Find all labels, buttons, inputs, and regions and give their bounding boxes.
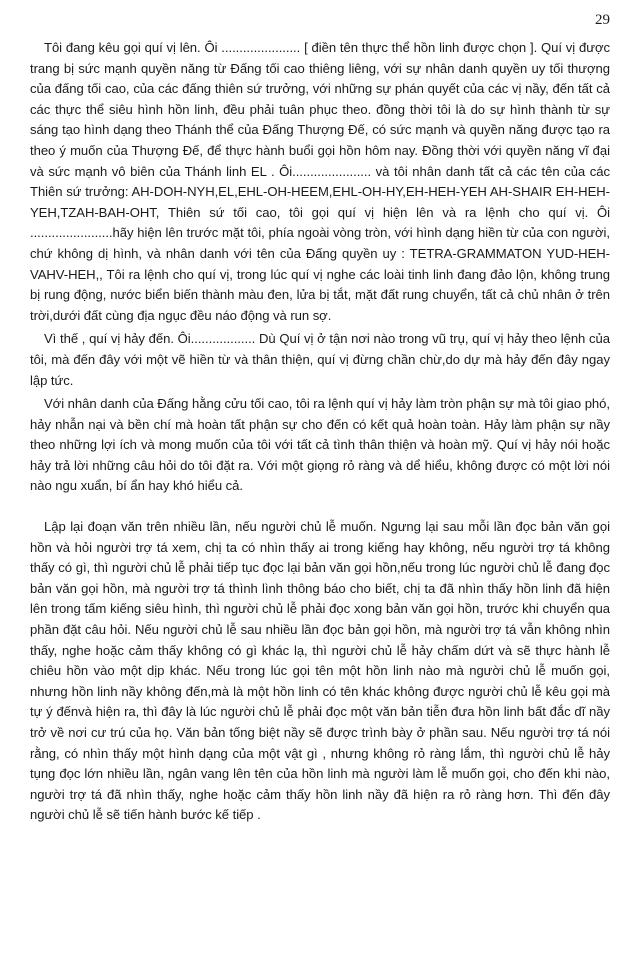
paragraph-command: Với nhân danh của Đấng hằng cửu tối cao, tôi ra lệnh quí vị hảy làm tròn phận sự mà tôi giao phó, hảy nhẫn nại và bền chí mà hoàn tất phận sự cho đến có kết quả hoàn toàn. Hảy làm phận sự nầy theo những lợi ích và mong muốn của tôi với tất cả tình thân thiện và hoàn mỹ. Quí vị hảy nói hoặc hảy trả lời những câu hỏi do tôi đặt ra. Với một giọng rỏ ràng và dể hiểu, không được có một lời nói nào ngu xuẩn, bí ẩn hay khó hiểu cả. [30,396,610,494]
paragraph-instructions: Lập lại đoạn văn trên nhiều lần, nếu người chủ lễ muốn. Ngưng lại sau mỗi lần đọc bản văn gọi hồn và hỏi người trợ tá xem, chị ta có nhìn thấy ai trong kiếng hay không, nếu người trợ tá không thấy có gì, thì người chủ lễ phải tiếp tục đọc lại bản văn gọi hồn,nếu trong lúc người chủ lễ đang đọc bản văn gọi hồn, mà người trợ tá thình lình thông báo cho biết, chị ta đã nhìn thấy hồn linh đã hiện lên trong tấm kiếng siêu hình, thì người chủ lễ phải đọc xong bản văn gọi hồn, trước khi chuyển qua phần đặt câu hỏi. Nếu người chủ lễ sau nhiều lần đọc bản gọi hồn, mà người trợ tá vẫn không nhìn thấy, nghe hoặc cảm thấy không có gì khác lạ, thì người chủ lễ hảy chấm dứt và sẽ thực hành lễ chiêu hồn vào một dịp khác. Nếu trong lúc gọi tên một hồn linh nào mà người chủ lễ muốn gọi, nhưng hồn linh nầy không đến,mà là một hồn linh có tên khác không được người chủ lễ kêu gọi mà tự ý đếnvà hiện ra, thì đây là lúc người chủ lễ phải đọc một văn bản tiễn đưa hồn linh bất đắc dĩ nầy trở về nơi cư trú của họ. Văn bản tống biệt nầy sẽ được trình bày ở phần sau. Nếu người trợ tá nói rằng, có nhìn thấy một hình dạng của một vật gì , nhưng không rỏ ràng lắm, thì người chủ lễ hảy tụng đọc lớn nhiều lần, ngân vang lên tên của hồn linh mà người làm lễ muốn gọi, cho đến khi nào, người trợ tá đã nhìn thấy, nghe hoặc cảm thấy hồn linh nầy đã hiện ra rỏ ràng hơn. Thì đến đây người chủ lễ sẽ tiến hành bước kế tiếp . [30,519,610,823]
page-number: 29 [595,12,610,28]
section-gap [30,497,610,517]
paragraph-invocation: Tôi đang kêu gọi quí vị lên. Ôi ...................... [ điền tên thực thể hồn linh được chọn ]. Quí vị được trang bị sức mạnh quyền năng từ Đấng tối cao thiêng liêng, với sự nhân danh quyền uy tối thượng của đấng tối cao, của các đấng thiên sứ trưởng, với những sự phán quyết của các vị nầy, đến tất cả các thực thể siêu hình hồn linh, đều phải tuân phục theo. đồng thời tôi là do sự hình thành từ sự sáng tạo hình dạng theo Thánh thể của Đấng Thượng Đế, có sức mạnh và quyền năng được tạo ra theo ý muốn của Thượng Đế, để thực hành buổi gọi hồn hôm nay. Đồng thời với quyền năng vĩ đại và sức mạnh vô biên của Thánh linh EL . Ôi...................... và tôi nhân danh tất cả các tên của các Thiên sứ trưởng: AH-DOH-NYH,EL,EHL-OH-HEEM,EHL-OH-HY,EH-HEH-YEH AH-SHAIR EH-HEH-YEH,TZAH-BAH-OHT, Thiên sứ tối cao, tôi gọi quí vị hiện lên và ra lệnh cho quí vị. Ôi .......................hãy hiện lên trước mặt tôi, phía ngoài vòng tròn, với hình dạng hiền từ của con người, chứ không dị hình, và nhân danh với tên của Đấng quyền uy : TETRA-GRAMMATON YUD-HEH-VAHV-HEH,, Tôi ra lệnh cho quí vị, trong lúc quí vị nghe các loài tinh linh đang đảo lộn, không trung bị rung động, nước biển biến thành màu đen, lửa bị tắt, mặt đất rung chuyển, tất cả chủ nhân ở trên trời,dưới đất cùng địa ngục đều náo động và run sợ. [30,40,610,323]
paragraph-summon: Vì thế , quí vị hảy đến. Ôi.................. Dù Quí vị ở tận nơi nào trong vũ trụ, quí vị hảy theo lệnh của tôi, mà đến đây với một vẽ hiền từ và thân thiện, quí vị đừng chần chừ,do dự mà hảy đến đây ngay lập tức. [30,331,610,388]
